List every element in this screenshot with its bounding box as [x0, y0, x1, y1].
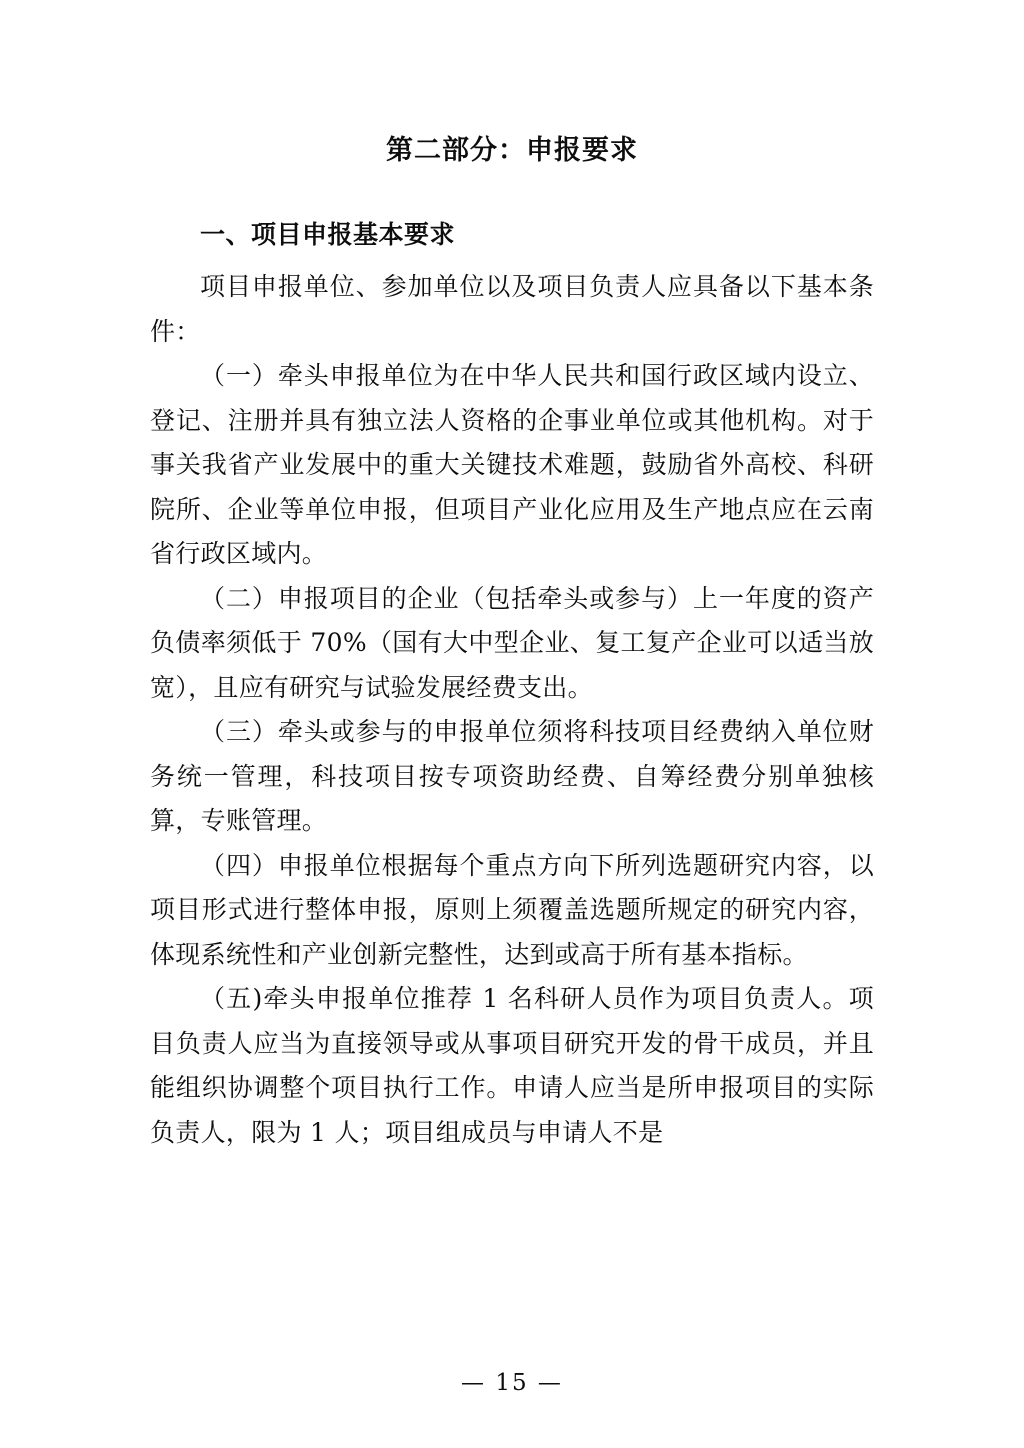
page-title: 第二部分：申报要求	[386, 135, 638, 166]
paragraph-intro: 项目申报单位、参加单位以及项目负责人应具备以下基本条件：	[150, 272, 874, 346]
paragraph-item-4: （四）申报单位根据每个重点方向下所列选题研究内容，以项目形式进行整体申报，原则上须覆盖选题所规定的研究内容，体现系统性和产业创新完整性，达到或高于所有基本指标。	[150, 850, 874, 969]
page-number: — 15 —	[461, 1370, 563, 1396]
paragraph-item-5: （五)牵头申报单位推荐 1 名科研人员作为项目负责人。项目负责人应当为直接领导或从事项目研究开发的骨干成员，并且能组织协调整个项目执行工作。申请人应当是所申报项目的实际负责人，限为 1 人；项目组成员与申请人不是	[150, 984, 874, 1147]
paragraph-item-2: （二）申报项目的企业（包括牵头或参与）上一年度的资产负债率须低于 70%（国有大中型企业、复工复产企业可以适当放宽），且应有研究与试验发展经费支出。	[150, 583, 874, 702]
section-heading: 一、项目申报基本要求	[200, 220, 456, 249]
paragraph-item-3: （三）牵头或参与的申报单位须将科技项目经费纳入单位财务统一管理，科技项目按专项资助经费、自筹经费分别单独核算，专账管理。	[150, 717, 874, 835]
paragraph-item-1: （一）牵头申报单位为在中华人民共和国行政区域内设立、登记、注册并具有独立法人资格的企事业单位或其他机构。对于事关我省产业发展中的重大关键技术难题，鼓励省外高校、科研院所、企业等单位申报，但项目产业化应用及生产地点应在云南省行政区域内。	[150, 361, 874, 568]
